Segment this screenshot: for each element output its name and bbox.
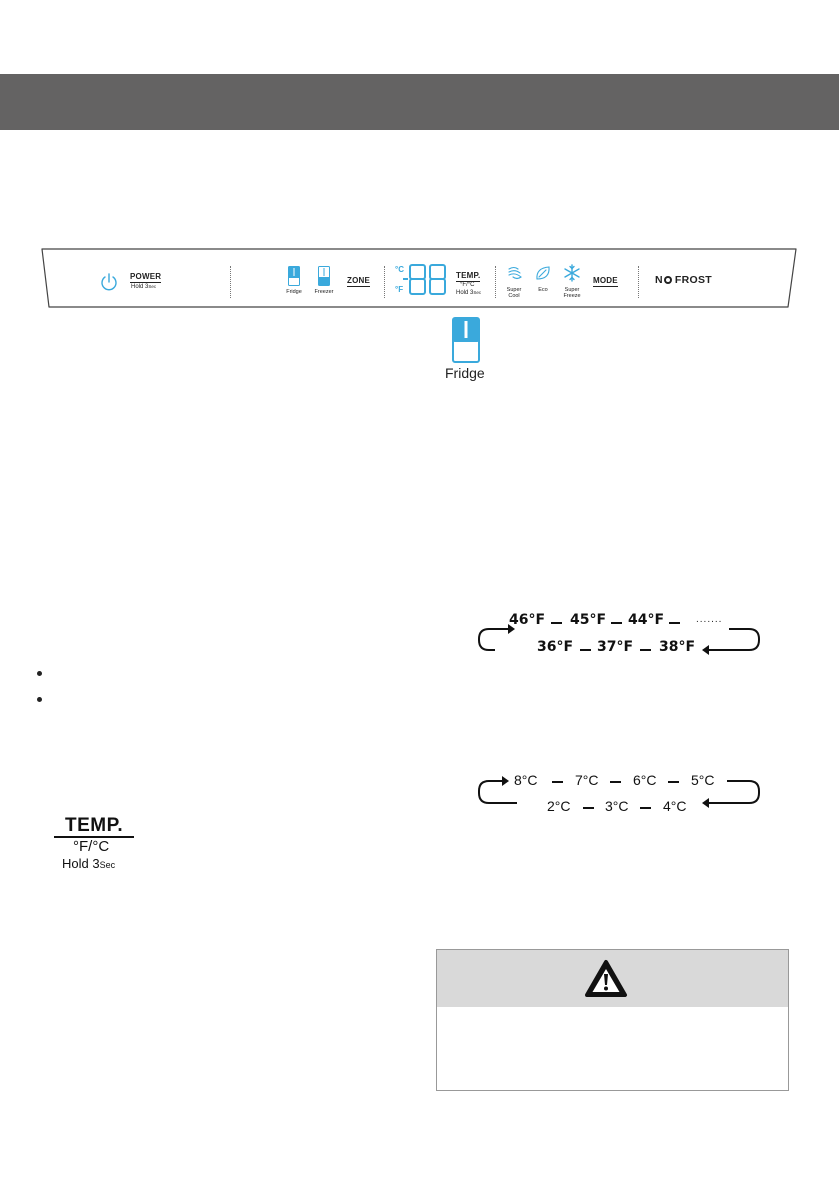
cycle-value: 3°C: [605, 798, 629, 814]
power-icon[interactable]: [99, 272, 119, 292]
cycle-value: 2°C: [547, 798, 571, 814]
cycle-value: 44°F: [628, 612, 665, 628]
cycle-dash: [580, 649, 591, 651]
fridge-icon: [452, 317, 480, 363]
cycle-dash: [551, 622, 562, 624]
power-label[interactable]: POWER: [130, 272, 162, 281]
cycle-value: 38°F: [659, 639, 696, 655]
super-cool-label: Super Cool: [506, 287, 522, 299]
separator: [230, 266, 231, 298]
cycle-dash: [668, 781, 679, 783]
warning-triangle-icon: [584, 959, 628, 999]
warning-box: [436, 949, 789, 1091]
warning-header: [437, 950, 788, 1007]
cycle-ellipsis: .......: [696, 614, 723, 625]
bullet: [37, 697, 42, 702]
fahrenheit-indicator: °F: [395, 285, 404, 294]
fridge-zone-icon[interactable]: [288, 266, 300, 286]
temperature-display: [408, 263, 448, 297]
cycle-value: 5°C: [691, 772, 715, 788]
temp-unit-toggle: °F/°C: [73, 838, 110, 855]
temp-button[interactable]: TEMP.: [456, 271, 481, 280]
separator: [495, 266, 496, 298]
cycle-value: 36°F: [537, 639, 574, 655]
cycle-value: 8°C: [514, 772, 538, 788]
freezer-zone-label: Freezer: [314, 289, 334, 295]
header-bar: [0, 74, 839, 130]
bullet: [37, 671, 42, 676]
fridge-icon-label: Fridge: [445, 365, 485, 381]
eco-label: Eco: [538, 287, 548, 293]
temp-button-title[interactable]: TEMP.: [65, 815, 124, 836]
super-cool-icon[interactable]: [506, 264, 524, 282]
power-hold: Hold 3Sec: [131, 284, 157, 290]
cycle-dash: [611, 622, 622, 624]
celsius-indicator: °C: [395, 265, 404, 274]
separator: [638, 266, 639, 298]
zone-button[interactable]: ZONE: [347, 276, 371, 285]
cycle-dash: [552, 781, 563, 783]
temp-hold-text: Hold 3Sec: [62, 856, 116, 871]
cycle-dash: [610, 781, 621, 783]
eco-leaf-icon[interactable]: [534, 264, 552, 282]
unit-toggle-text: °F/°C: [460, 282, 475, 288]
super-freeze-label: Super Freeze: [563, 287, 581, 299]
mode-button[interactable]: MODE: [593, 276, 618, 285]
separator: [384, 266, 385, 298]
cycle-value: 46°F: [509, 612, 546, 628]
cycle-dash: [640, 807, 651, 809]
fridge-zone-label: Fridge: [286, 289, 302, 295]
cycle-value: 6°C: [633, 772, 657, 788]
cycle-dash: [583, 807, 594, 809]
no-frost-logo: N FROST: [655, 274, 712, 286]
cycle-value: 4°C: [663, 798, 687, 814]
cycle-value: 45°F: [570, 612, 607, 628]
cycle-dash: [669, 622, 680, 624]
freezer-zone-icon[interactable]: [318, 266, 330, 286]
cycle-value: 37°F: [597, 639, 634, 655]
cycle-dash: [640, 649, 651, 651]
temp-hold: Hold 3Sec: [456, 290, 482, 296]
cycle-value: 7°C: [575, 772, 599, 788]
snowflake-icon[interactable]: [563, 264, 581, 282]
